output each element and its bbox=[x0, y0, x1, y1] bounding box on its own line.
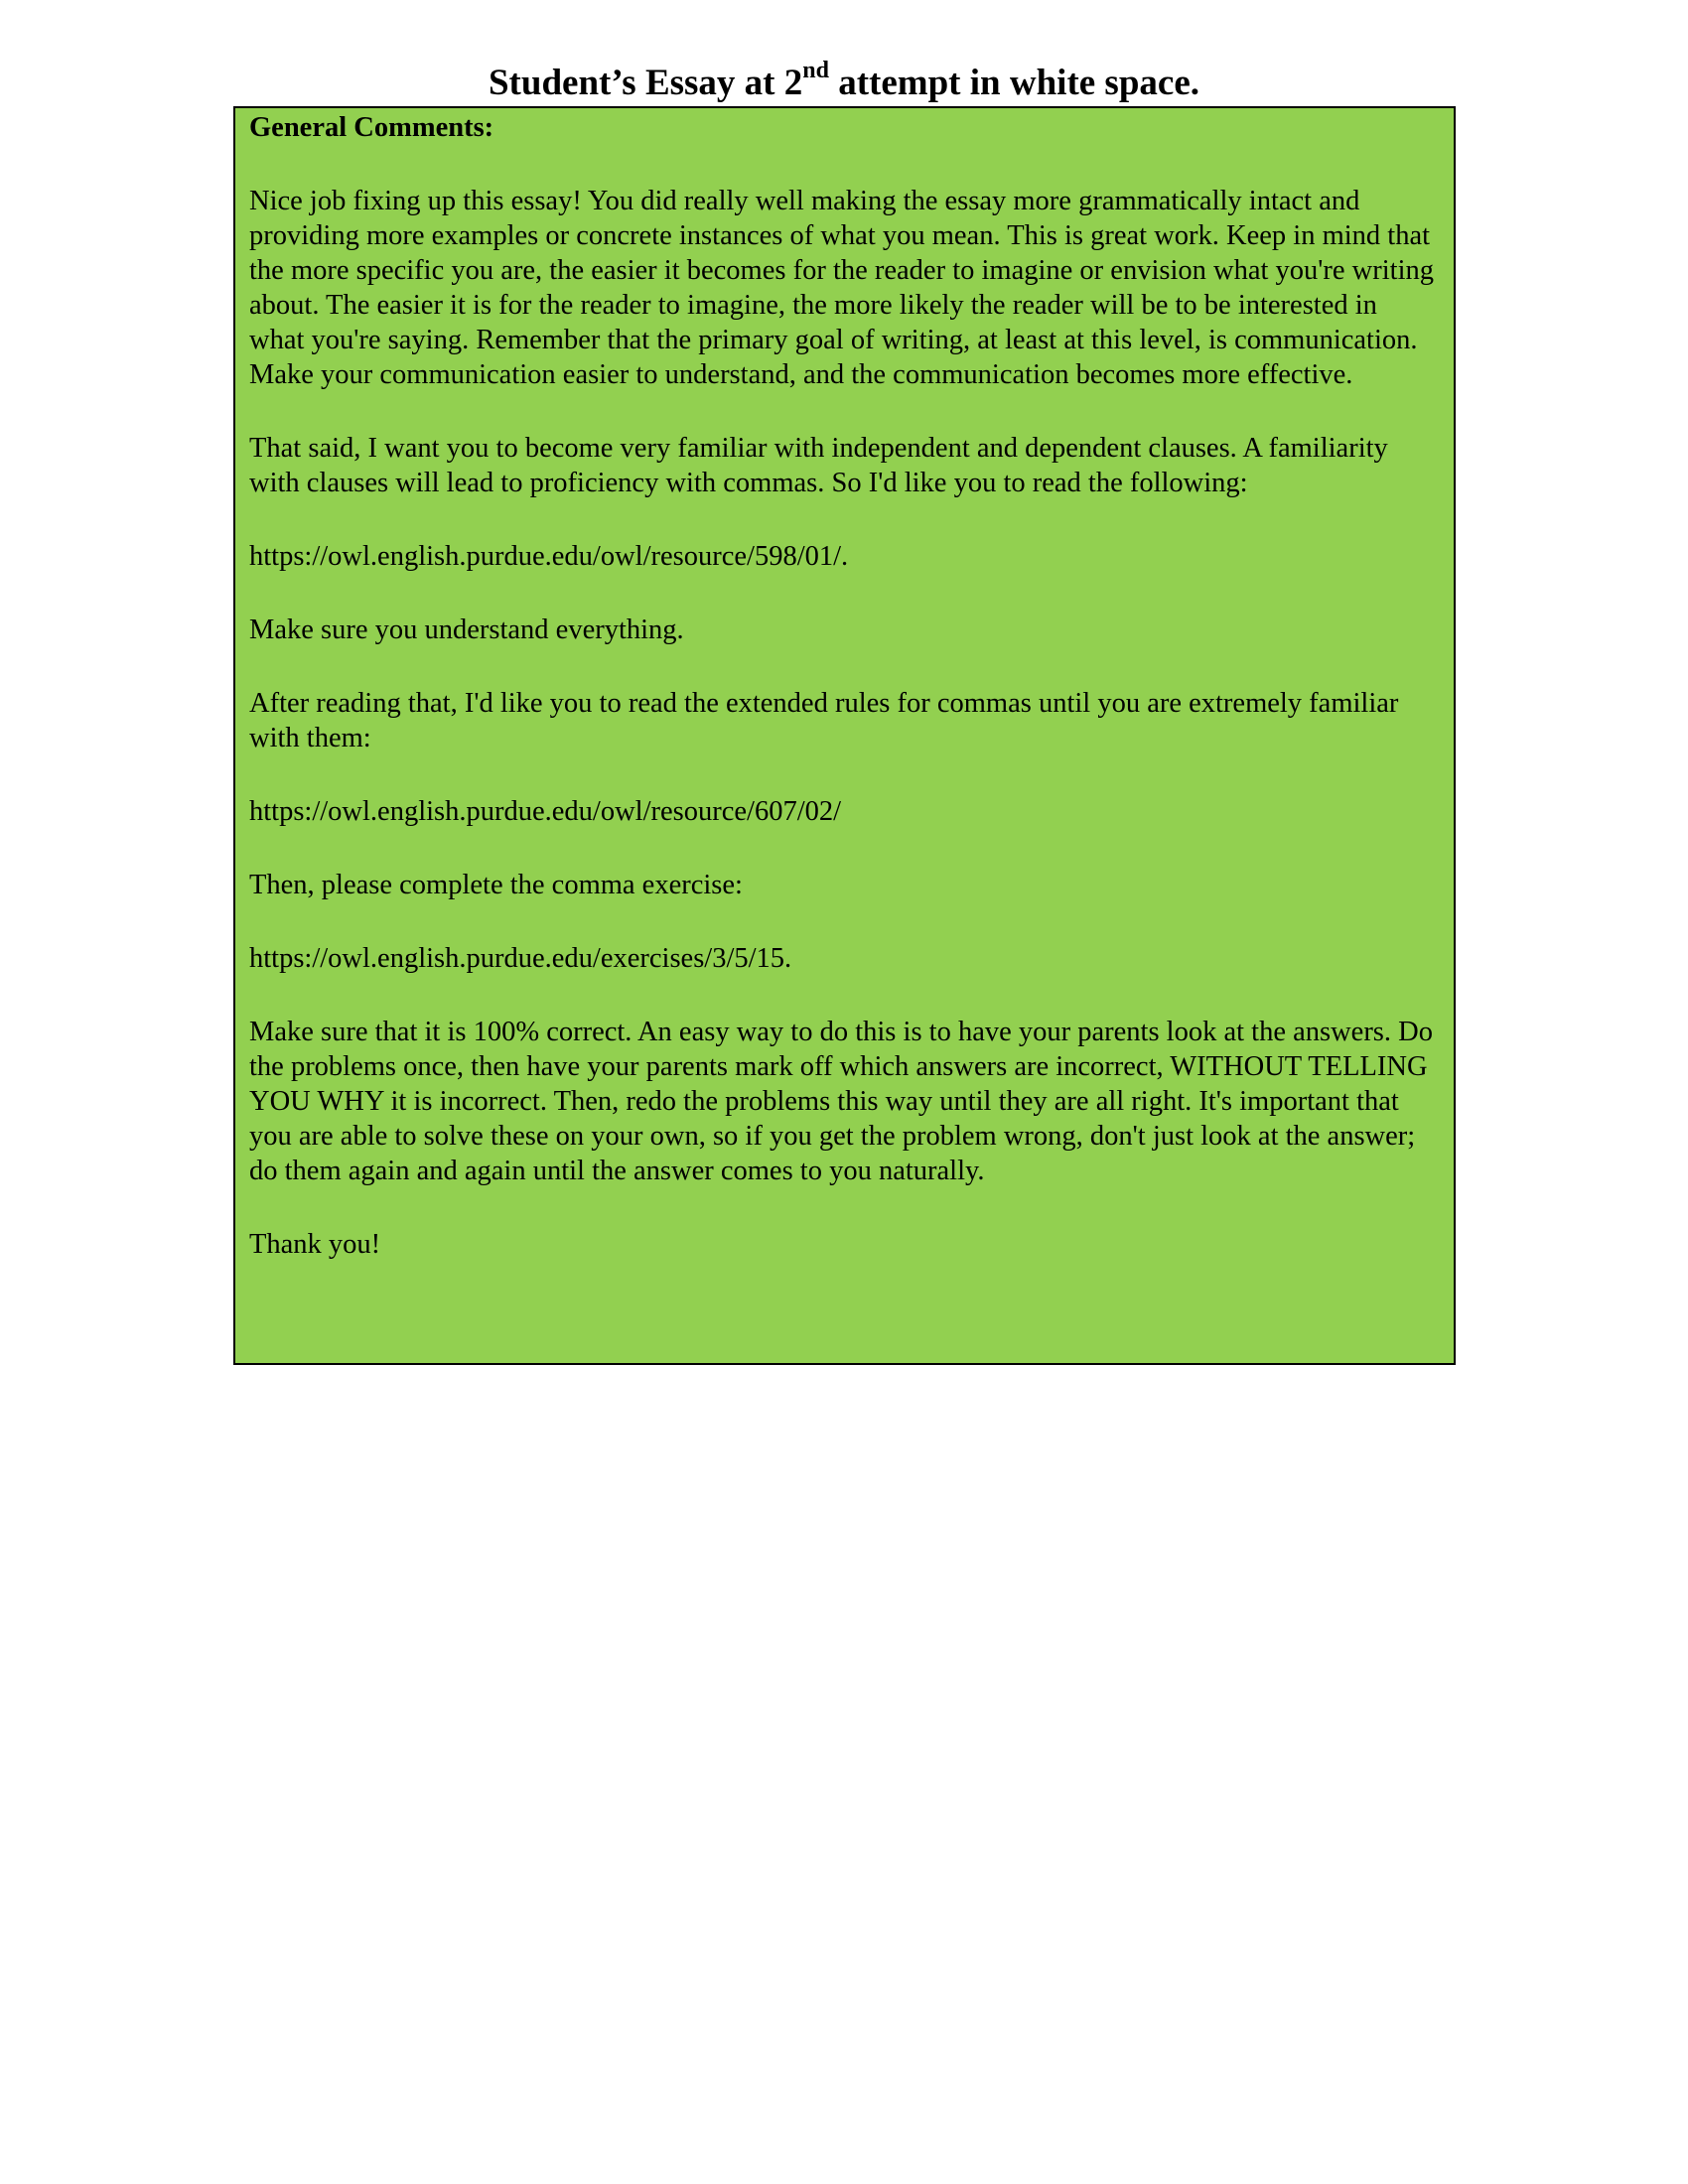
comment-paragraph-commas: After reading that, I'd like you to read the extended rules for commas until you are extremely familiar with them: bbox=[249, 688, 1399, 753]
comment-link-commas-wrap bbox=[249, 794, 1438, 829]
comments-heading: General Comments: bbox=[249, 112, 494, 143]
comment-link-exercise-wrap bbox=[249, 941, 1438, 976]
comma-exercise-link[interactable]: https://owl.english.purdue.edu/exercises/3/5/15. bbox=[249, 943, 792, 974]
page-title bbox=[0, 57, 1688, 107]
title-suffix: attempt in white space. bbox=[828, 63, 1200, 103]
comment-paragraph-thanks: Thank you! bbox=[249, 1229, 381, 1260]
comment-paragraph-instructions: Make sure that it is 100% correct. An easy way to do this is to have your parents look at the answers. Do the problems once, then have your parents mark off which answers are incorrect, WITHOUT TELLING YOU WHY it is incorrect. Then, redo the problems this way until they are all right. It's important that you are able to solve these on your own, so if you get the problem wrong, don't just look at the answer; do them again and again until the answer comes to you naturally. bbox=[249, 1017, 1433, 1186]
clauses-resource-link[interactable]: https://owl.english.purdue.edu/owl/resource/598/01/. bbox=[249, 541, 849, 572]
general-comments-box bbox=[233, 106, 1456, 1365]
title-prefix: Student’s Essay at 2 bbox=[488, 63, 803, 103]
comment-paragraph-exercise: Then, please complete the comma exercise: bbox=[249, 870, 743, 900]
comma-rules-link[interactable]: https://owl.english.purdue.edu/owl/resource/607/02/ bbox=[249, 796, 842, 827]
comment-paragraph-clauses: That said, I want you to become very familiar with independent and dependent clauses. A familiarity with clauses will lead to proficiency with commas. So I'd like you to read the following: bbox=[249, 433, 1388, 498]
comment-link-clauses-wrap bbox=[249, 539, 1438, 574]
comment-paragraph-praise: Nice job fixing up this essay! You did really well making the essay more grammatically intact and providing more examples or concrete instances of what you mean. This is great work. Keep in mind that the more specific you are, the easier it becomes for the reader to imagine or envision what you're writing about. The easier it is for the reader to imagine, the more likely the reader will be to be interested in what you're saying. Remember that the primary goal of writing, at least at this level, is communication. Make your communication easier to understand, and the communication becomes more effective. bbox=[249, 186, 1434, 390]
title-superscript: nd bbox=[802, 57, 829, 83]
comment-paragraph-understand: Make sure you understand everything. bbox=[249, 614, 684, 645]
